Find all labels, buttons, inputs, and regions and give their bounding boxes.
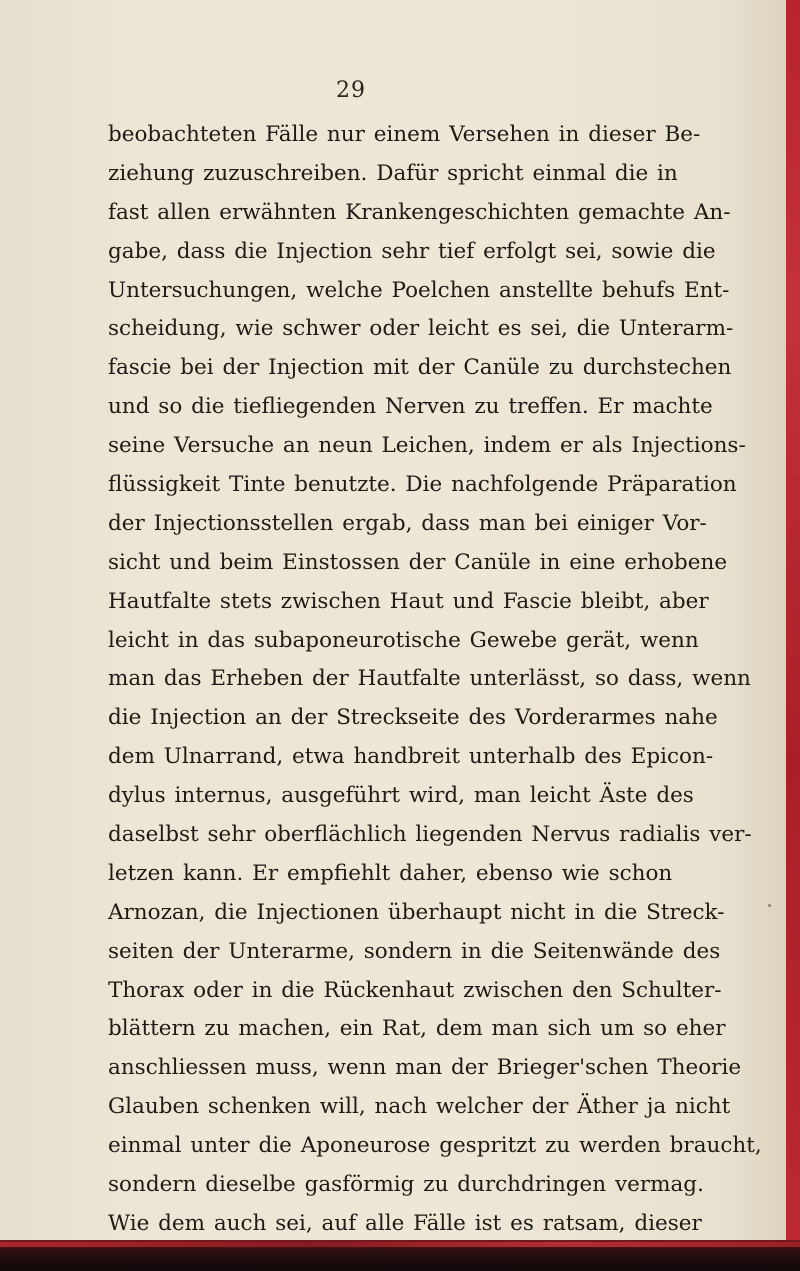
text-line: seine Versuche an neun Leichen, indem er als Injections- xyxy=(108,433,746,459)
text-line: daselbst sehr oberflächlich liegenden Nervus radialis ver- xyxy=(108,822,752,848)
text-line: ziehung zuzuschreiben. Dafür spricht einmal die in xyxy=(108,160,678,186)
binding-edge xyxy=(786,0,800,1271)
text-line: scheidung, wie schwer oder leicht es sei, die Unterarm- xyxy=(108,316,734,342)
text-line: Thorax oder in die Rückenhaut zwischen den Schulter- xyxy=(108,977,722,1003)
text-line: dylus internus, ausgeführt wird, man leicht Äste des xyxy=(108,783,694,809)
text-line: die Injection an der Streckseite des Vorderarmes nahe xyxy=(108,705,718,731)
text-line: anschliessen muss, wenn man der Brieger'schen Theorie xyxy=(108,1055,742,1081)
text-line: sondern dieselbe gasförmig zu durchdringen vermag. xyxy=(108,1172,704,1198)
text-line: dem Ulnarrand, etwa handbreit unterhalb des Epicon- xyxy=(108,744,714,770)
text-line: leicht in das subaponeurotische Gewebe gerät, wenn xyxy=(108,627,699,653)
text-line: Arnozan, die Injectionen überhaupt nicht in die Streck- xyxy=(108,899,725,925)
text-line: flüssigkeit Tinte benutzte. Die nachfolgende Präparation xyxy=(108,472,737,498)
text-line: letzen kann. Er empfiehlt daher, ebenso wie schon xyxy=(108,860,673,886)
text-line: beobachteten Fälle nur einem Versehen in dieser Be- xyxy=(108,122,701,147)
text-line: einmal unter die Aponeurose gespritzt zu werden braucht, xyxy=(108,1133,762,1159)
text-line: gabe, dass die Injection sehr tief erfolgt sei, sowie die xyxy=(108,238,716,264)
body-text xyxy=(108,116,762,1244)
text-line: Wie dem auch sei, auf alle Fälle ist es ratsam, dieser xyxy=(108,1210,702,1236)
page-number: 29 xyxy=(336,78,366,103)
paper-speck xyxy=(768,904,771,907)
text-line: seiten der Unterarme, sondern in die Seitenwände des xyxy=(108,938,721,964)
text-line: Hautfalte stets zwischen Haut und Fascie bleibt, aber xyxy=(108,588,709,614)
text-line: man das Erheben der Hautfalte unterlässt, so dass, wenn xyxy=(108,666,751,692)
text-line: und so die tiefliegenden Nerven zu treffen. Er machte xyxy=(108,394,713,420)
text-line: Untersuchungen, welche Poelchen anstellte behufs Ent- xyxy=(108,277,730,303)
text-line: fast allen erwähnten Krankengeschichten gemachte An- xyxy=(108,199,731,225)
text-line: der Injectionsstellen ergab, dass man bei einiger Vor- xyxy=(108,510,707,536)
text-line: blättern zu machen, ein Rat, dem man sich um so eher xyxy=(108,1016,726,1042)
text-line: fascie bei der Injection mit der Canüle zu durchstechen xyxy=(108,355,732,381)
text-line: sicht und beim Einstossen der Canüle in eine erhobene xyxy=(108,549,728,575)
bottom-edge-streak xyxy=(0,1242,800,1247)
text-line: Glauben schenken will, nach welcher der Äther ja nicht xyxy=(108,1094,731,1120)
